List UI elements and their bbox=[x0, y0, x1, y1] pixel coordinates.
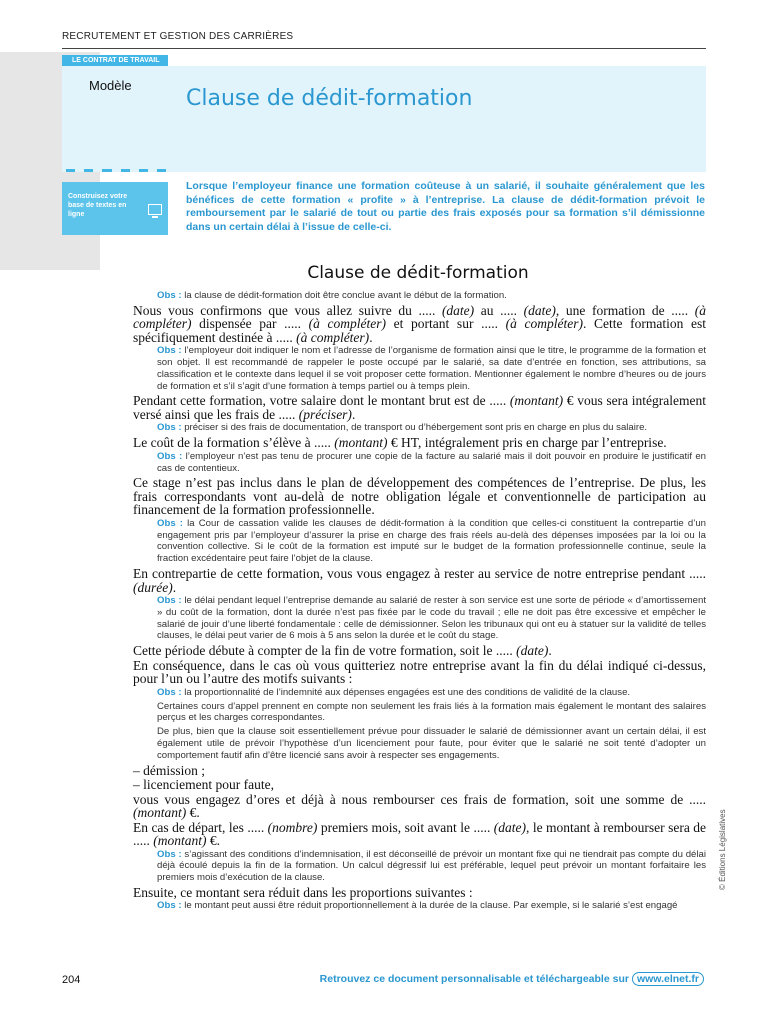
website-link[interactable]: www.elnet.fr bbox=[632, 972, 704, 986]
dash-separator bbox=[66, 169, 166, 173]
observation-text: l’employeur n’est pas tenu de procurer une copie de la facture au salarié mais il doit pouvoir en produire le justificatif en cas de contentieux. bbox=[157, 450, 706, 474]
observation-note bbox=[133, 451, 706, 475]
clause-paragraph: En contrepartie de cette formation, vous vous engagez à rester au service de notre entreprise pendant ..... (durée). bbox=[133, 566, 706, 595]
obs-keyword: Obs : bbox=[157, 345, 185, 357]
observation-text: la clause de dédit-formation doit être conclue avant le début de la formation. bbox=[184, 290, 507, 301]
clause-paragraph: Cette période débute à compter de la fin de votre formation, soit le ..... (date). bbox=[133, 643, 552, 659]
obs-keyword: Obs : bbox=[157, 290, 185, 301]
clause-paragraph: – licenciement pour faute, bbox=[133, 777, 274, 793]
observation-note bbox=[133, 726, 706, 761]
obs-keyword: Obs : bbox=[157, 450, 186, 462]
clause-paragraph: Le coût de la formation s’élève à ..... (montant) € HT, intégralement pris en charge par l’entreprise. bbox=[133, 435, 667, 451]
copyright-credit: © Éditions Législatives bbox=[718, 809, 727, 890]
observation-text: le montant peut aussi être réduit proportionnellement à la durée de la clause. Par exemple, si le salarié s’est engagé bbox=[184, 900, 678, 912]
observation-note bbox=[133, 518, 706, 565]
clause-paragraph: Ce stage n’est pas inclus dans le plan de développement des compétences de l’entreprise. De plus, les frais correspondants vont au-delà de notre obligation légale et conventionnelle de participation au financement de la formation professionnelle. bbox=[133, 475, 706, 518]
observation-text: l’employeur doit indiquer le nom et l’adresse de l’organisme de formation ainsi que le titre, le programme de la formation et son objet. Il est recommandé de rappeler le poste occupé par le salarié, sa date d’entrée en fonction, ses attributions, sa classification et le contexte dans lequel il se voit proposer cette formation. Mentionner également le nombre d’heures ou de jours de formation et s’il s’agit d’une formation à temps partiel ou à temps plein. bbox=[157, 345, 706, 392]
clause-paragraph: En cas de départ, les ..... (nombre) premiers mois, soit avant le ..... (date), le montant à rembourser sera de ..... (montant) €. bbox=[133, 819, 707, 849]
observation-text: la proportionnalité de l’indemnité aux dépenses engagées est une des conditions de validité de la clause. bbox=[184, 686, 631, 698]
section-title: Clause de dédit-formation bbox=[307, 263, 529, 283]
observation-text: Certaines cours d’appel prennent en compte non seulement les frais liés à la formation mais également le montant des salaires perçus et les charges correspondantes. bbox=[157, 700, 706, 724]
observation-note bbox=[133, 900, 706, 912]
screen-icon bbox=[148, 204, 162, 215]
online-database-box[interactable] bbox=[62, 182, 168, 235]
observation-note bbox=[133, 687, 706, 699]
observation-text: la Cour de cassation valide les clauses de dédit-formation à la condition que celles-ci constituent la contrepartie d’un engagement pris par l’employeur d’assurer la prise en charge des frais réels au-delà des dépenses imposées par la loi ou la convention collective. Si le coût de la formation est imputé sur le budget de la formation professionnelle continue, seule la fraction excédentaire peut faire l’objet de la clause. bbox=[157, 517, 707, 565]
observation-text: De plus, bien que la clause soit essentiellement prévue pour dissuader le salarié de démissionner avant un certain délai, il est également utile de prévoir l’hypothèse d’un licenciement pour faute, pour éviter que le salarié ne soit tenté d’adopter un comportement fautif afin d’être licencié sans avoir à respecter ses engagements. bbox=[157, 726, 706, 761]
clause-paragraph: En conséquence, dans le cas où vous quitteriez notre entreprise avant la fin du délai indiqué ci-dessus, pour l’un ou l’autre des motifs suivants : bbox=[133, 657, 706, 687]
page-title: Clause de dédit-formation bbox=[186, 86, 473, 111]
obs-keyword: Obs : bbox=[157, 595, 185, 607]
observation-note bbox=[133, 422, 706, 434]
obs-keyword: Obs : bbox=[157, 686, 185, 698]
document-body bbox=[133, 289, 706, 914]
clause-paragraph: vous vous engagez d’ores et déjà à nous rembourser ces frais de formation, soit une somme de ..... (montant) €. bbox=[133, 791, 706, 821]
header-rule bbox=[62, 48, 706, 49]
obs-keyword: Obs : bbox=[157, 517, 188, 529]
online-database-text: Construisez votre base de textes en ligne bbox=[68, 193, 128, 218]
intro-paragraph: Lorsque l’employeur finance une formation coûteuse à un salarié, il souhaite généralement que les bénéfices de cette formation « profite » à l’entreprise. La clause de dédit-formation prévoit le remboursement par le salarié de tout ou partie des frais exposés pour sa formation s’il démissionne dans un certain délai à l’issue de celle-ci. bbox=[186, 180, 705, 233]
title-box bbox=[168, 66, 706, 172]
observation-text: préciser si des frais de documentation, de transport ou d’hébergement sont pris en charge en plus du salaire. bbox=[184, 422, 648, 434]
obs-keyword: Obs : bbox=[157, 848, 185, 860]
observation-note bbox=[133, 595, 706, 642]
observation-note bbox=[133, 701, 706, 725]
obs-keyword: Obs : bbox=[157, 900, 185, 912]
footer-link-text: Retrouvez ce document personnalisable et téléchargeable sur bbox=[319, 973, 629, 985]
page-number: 204 bbox=[62, 974, 81, 986]
clause-paragraph: – démission ; bbox=[133, 762, 206, 778]
clause-paragraph: Pendant cette formation, votre salaire dont le montant brut est de ..... (montant) € vous sera intégralement versé ainsi que les frais de ..... (préciser). bbox=[133, 393, 706, 422]
obs-keyword: Obs : bbox=[157, 422, 185, 434]
clause-paragraph: Nous vous confirmons que vous allez suivre du ..... (date) au ..... (date), une formation de ..... (à compléter) dispensée par ..... (à compléter) et portant sur ..... (à compléter). Cette formation est spécifiquement destinée à ..... (à compléter). bbox=[133, 302, 706, 345]
model-label: Modèle bbox=[89, 78, 132, 93]
observation-note bbox=[133, 290, 706, 302]
footer-link bbox=[320, 973, 704, 985]
observation-note bbox=[133, 345, 706, 392]
clause-paragraph: Ensuite, ce montant sera réduit dans les proportions suivantes : bbox=[133, 884, 473, 900]
running-header: RECRUTEMENT ET GESTION DES CARRIÈRES bbox=[62, 31, 294, 42]
section-tag: LE CONTRAT DE TRAVAIL bbox=[62, 55, 168, 66]
observation-note bbox=[133, 849, 706, 884]
observation-text: le délai pendant lequel l’entreprise demande au salarié de rester à son service est une sorte de période « d’amortissement » du coût de la formation, dont la durée n’est pas fixée par le code du travail ; elle ne doit pas être excessive et empêcher le salarié de jouir d’une liberté fondamentale : celle de démissionner. Selon les tribunaux qui ont eu à statuer sur la validité de telles clauses, le délai peut varier de 6 mois à 5 ans selon la durée et le coût du stage. bbox=[157, 595, 707, 642]
observation-text: s’agissant des conditions d’indemnisation, il est déconseillé de prévoir un montant fixe qui ne tiendrait pas compte du délai déjà écoulé depuis la fin de la formation. Un calcul dégressif lui est préférable, lequel peut prévoir un montant forfaitaire les premiers mois d’exécution de la clause. bbox=[157, 848, 706, 884]
